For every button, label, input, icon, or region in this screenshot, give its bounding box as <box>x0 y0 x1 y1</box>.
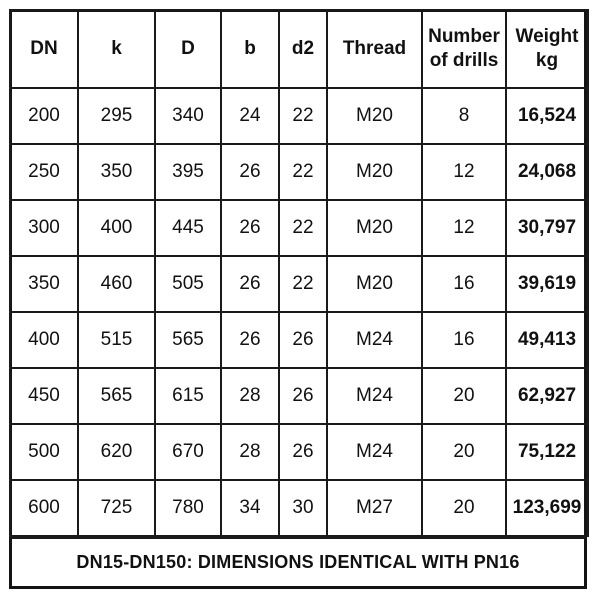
cell-drills: 20 <box>422 368 506 424</box>
cell-thread: M20 <box>327 256 422 312</box>
header-thread: Thread <box>327 10 422 88</box>
cell-d: 445 <box>155 200 221 256</box>
flange-dimensions-table <box>9 9 589 537</box>
header-k: k <box>78 10 155 88</box>
cell-b: 26 <box>221 144 279 200</box>
cell-d2: 22 <box>279 200 327 256</box>
cell-weight: 75,122 <box>506 424 588 480</box>
cell-thread: M24 <box>327 312 422 368</box>
table-row <box>10 424 588 480</box>
cell-weight: 16,524 <box>506 88 588 144</box>
cell-d: 505 <box>155 256 221 312</box>
cell-b: 34 <box>221 480 279 536</box>
cell-thread: M24 <box>327 368 422 424</box>
cell-d: 615 <box>155 368 221 424</box>
cell-d2: 26 <box>279 312 327 368</box>
cell-dn: 200 <box>10 88 78 144</box>
cell-k: 460 <box>78 256 155 312</box>
cell-k: 350 <box>78 144 155 200</box>
cell-dn: 400 <box>10 312 78 368</box>
cell-k: 725 <box>78 480 155 536</box>
cell-d: 565 <box>155 312 221 368</box>
cell-b: 26 <box>221 200 279 256</box>
cell-drills: 12 <box>422 200 506 256</box>
cell-d: 395 <box>155 144 221 200</box>
header-weight-line2: kg <box>535 50 559 71</box>
cell-dn: 300 <box>10 200 78 256</box>
header-d: D <box>155 10 221 88</box>
cell-d2: 26 <box>279 368 327 424</box>
cell-weight: 123,699 <box>506 480 588 536</box>
cell-dn: 600 <box>10 480 78 536</box>
cell-b: 26 <box>221 312 279 368</box>
table-row <box>10 368 588 424</box>
header-drills-line2: of drills <box>429 50 499 71</box>
table-row <box>10 256 588 312</box>
cell-drills: 12 <box>422 144 506 200</box>
cell-d2: 30 <box>279 480 327 536</box>
cell-thread: M20 <box>327 200 422 256</box>
cell-drills: 20 <box>422 480 506 536</box>
header-weight <box>506 10 588 88</box>
header-drills-line1: Number <box>428 26 500 47</box>
cell-b: 28 <box>221 368 279 424</box>
cell-weight: 39,619 <box>506 256 588 312</box>
cell-weight: 30,797 <box>506 200 588 256</box>
cell-k: 400 <box>78 200 155 256</box>
cell-drills: 16 <box>422 256 506 312</box>
cell-d: 340 <box>155 88 221 144</box>
table-footnote: DN15-DN150: DIMENSIONS IDENTICAL WITH PN16 <box>9 537 587 589</box>
header-number-of-drills <box>422 10 506 88</box>
table-row <box>10 200 588 256</box>
cell-dn: 500 <box>10 424 78 480</box>
cell-k: 565 <box>78 368 155 424</box>
cell-k: 515 <box>78 312 155 368</box>
cell-b: 28 <box>221 424 279 480</box>
header-row <box>10 10 588 88</box>
cell-weight: 49,413 <box>506 312 588 368</box>
cell-d2: 22 <box>279 144 327 200</box>
header-d2: d2 <box>279 10 327 88</box>
cell-dn: 450 <box>10 368 78 424</box>
cell-d2: 22 <box>279 256 327 312</box>
header-dn: DN <box>10 10 78 88</box>
cell-thread: M20 <box>327 88 422 144</box>
table-row <box>10 88 588 144</box>
header-b: b <box>221 10 279 88</box>
cell-b: 24 <box>221 88 279 144</box>
table-row <box>10 144 588 200</box>
cell-d: 780 <box>155 480 221 536</box>
cell-d2: 22 <box>279 88 327 144</box>
header-weight-line1: Weight <box>515 26 579 47</box>
table-row <box>10 480 588 536</box>
cell-thread: M27 <box>327 480 422 536</box>
cell-weight: 62,927 <box>506 368 588 424</box>
cell-dn: 350 <box>10 256 78 312</box>
table-row <box>10 312 588 368</box>
cell-thread: M24 <box>327 424 422 480</box>
cell-drills: 8 <box>422 88 506 144</box>
cell-weight: 24,068 <box>506 144 588 200</box>
cell-d2: 26 <box>279 424 327 480</box>
cell-k: 620 <box>78 424 155 480</box>
cell-drills: 16 <box>422 312 506 368</box>
cell-thread: M20 <box>327 144 422 200</box>
cell-drills: 20 <box>422 424 506 480</box>
cell-d: 670 <box>155 424 221 480</box>
cell-k: 295 <box>78 88 155 144</box>
cell-dn: 250 <box>10 144 78 200</box>
cell-b: 26 <box>221 256 279 312</box>
